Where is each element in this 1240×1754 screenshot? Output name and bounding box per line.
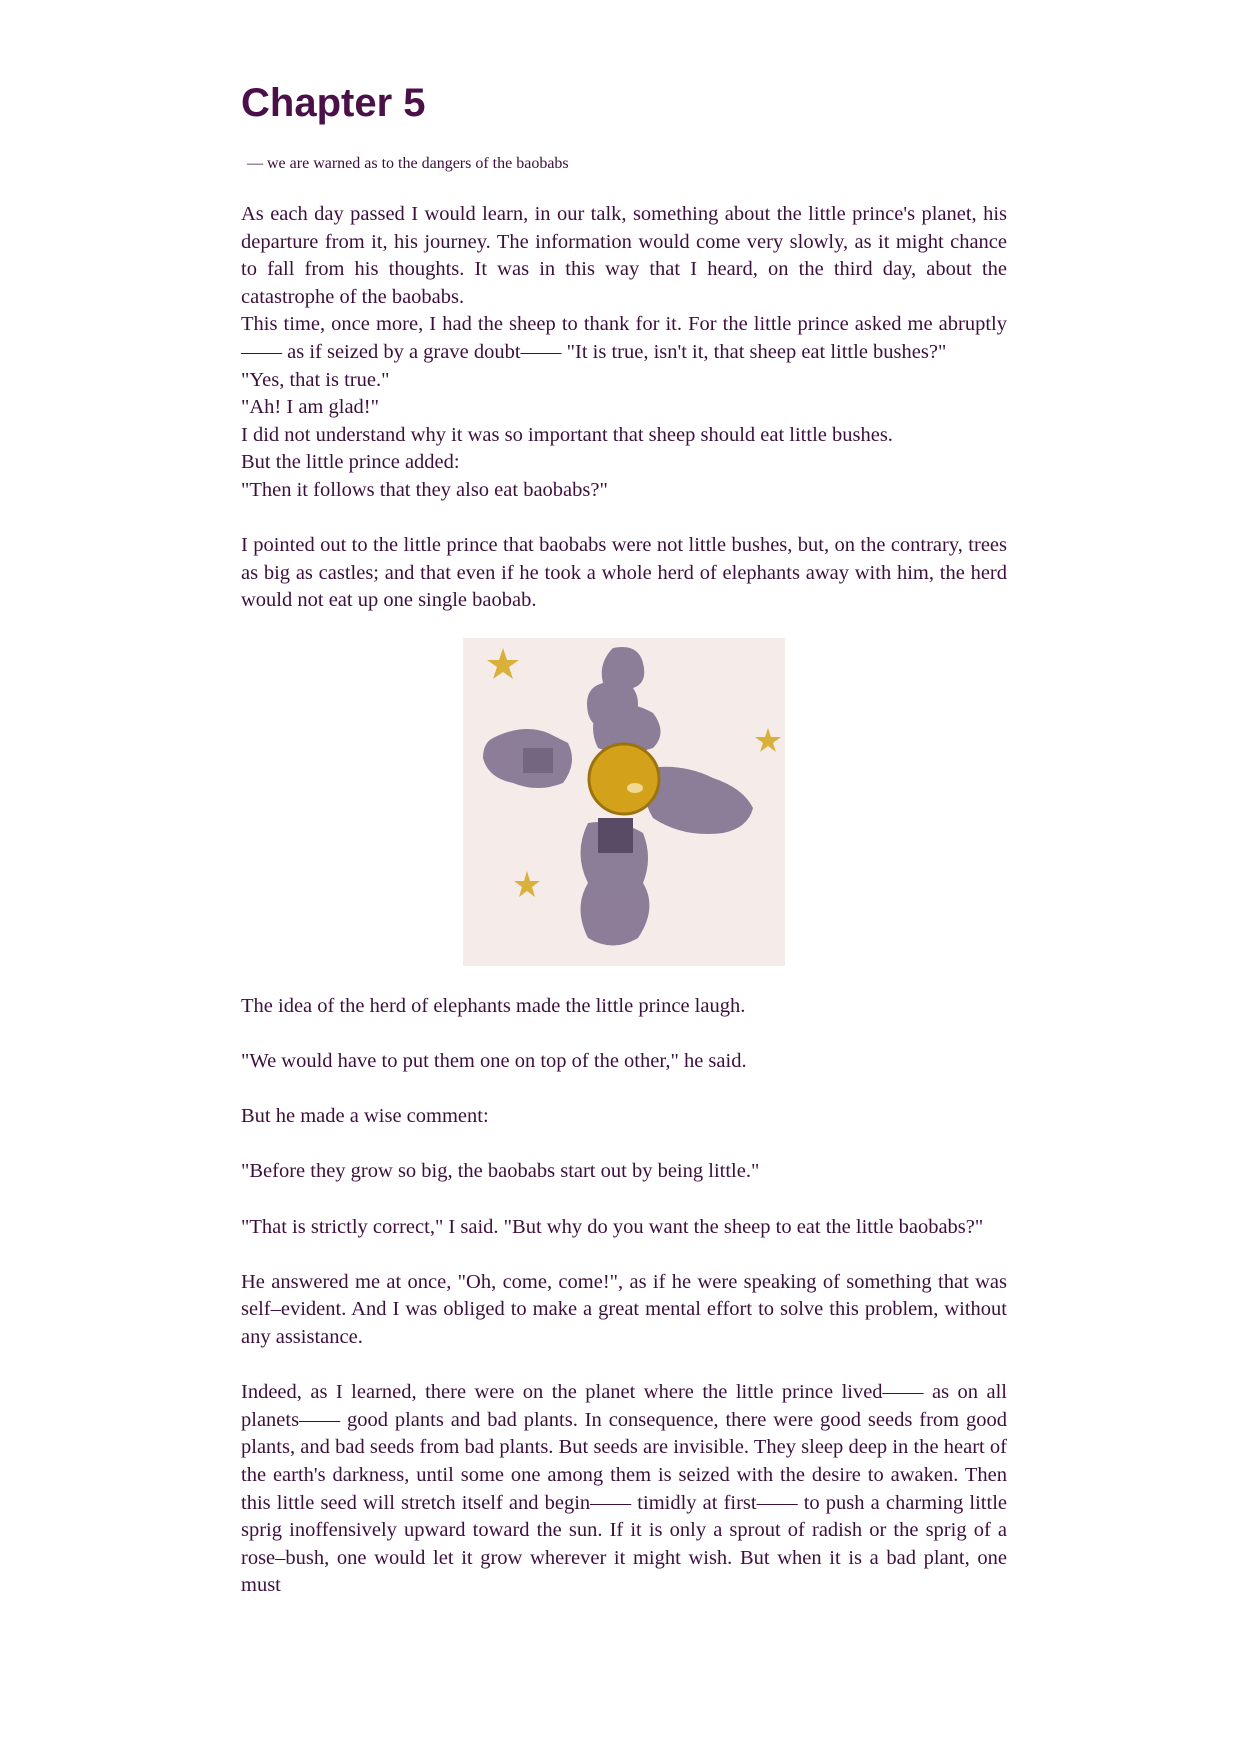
paragraph: "Yes, that is true." (241, 368, 390, 391)
paragraph-spacer (241, 1076, 1007, 1104)
text-block-castles (241, 532, 1007, 615)
paragraph: As each day passed I would learn, in our talk, something about the little prince's planet, his departure from it, his journey. The information would come very slowly, as it might chance to fall from his thoughts. It was in this way that I heard, on the third day, about the catastrophe of the baobabs. (241, 203, 1007, 308)
chapter-subtitle: — we are warned as to the dangers of the baobabs (247, 155, 569, 172)
paragraph: But he made a wise comment: (241, 1105, 489, 1128)
paragraph-spacer (241, 1352, 1007, 1380)
paragraph: "Then it follows that they also eat baobabs?" (241, 478, 608, 501)
paragraph-spacer (241, 1021, 1007, 1049)
paragraph-spacer (241, 1241, 1007, 1269)
paragraph: "That is strictly correct," I said. "But why do you want the sheep to eat the little baobabs?" (241, 1215, 984, 1238)
paragraph: "Before they grow so big, the baobabs start out by being little." (241, 1160, 760, 1183)
chapter-title: Chapter 5 (241, 81, 426, 125)
paragraph: I did not understand why it was so important that sheep should eat little bushes. (241, 423, 893, 446)
star-icon (487, 648, 519, 679)
paragraph-spacer (241, 1131, 1007, 1159)
star-icon (514, 871, 540, 897)
page-content (241, 0, 1007, 1600)
paragraph: I pointed out to the little prince that baobabs were not little bushes, but, on the contrary, trees as big as castles; and that even if he took a whole herd of elephants away with him, the herd would not eat up one single baobab. (241, 534, 1007, 612)
paragraph: "Ah! I am glad!" (241, 396, 379, 419)
illustration-svg (463, 638, 785, 966)
paragraph: He answered me at once, "Oh, come, come!", as if he were speaking of something that was self–evident. And I was obliged to make a great mental effort to solve this problem, without any assistance. (241, 1270, 1007, 1349)
planet-icon (589, 744, 659, 814)
paragraph-spacer (241, 505, 1007, 533)
elephants-on-planet-illustration (463, 638, 785, 966)
paragraph: "We would have to put them one on top of the other," he said. (241, 1050, 747, 1073)
paragraph: But the little prince added: (241, 451, 460, 474)
paragraph: The idea of the herd of elephants made the little prince laugh. (241, 994, 746, 1017)
paragraph-spacer (241, 1186, 1007, 1214)
star-icon (755, 728, 781, 752)
text-block-opening (241, 201, 1007, 505)
paragraph: Indeed, as I learned, there were on the planet where the little prince lived—— as on all planets—— good plants and bad plants. In consequence, there were good seeds from good plants, and bad seeds from bad plants. But seeds are invisible. They sleep deep in the heart of the earth's darkness, until some one among them is seized with the desire to awaken. Then this little seed will stretch itself and begin—— timidly at first—— to push a charming little sprig inoffensively upward toward the sun. If it is only a sprout of radish or the sprig of a rose–bush, one would let it grow wherever it might wish. But when it is a bad plant, one must (241, 1381, 1007, 1597)
paragraph: This time, once more, I had the sheep to thank for it. For the little prince asked me abruptly—— as if seized by a grave doubt—— "It is true, isn't it, that sheep eat little bushes?" (241, 313, 1007, 363)
text-block-continuation (241, 993, 1007, 1600)
